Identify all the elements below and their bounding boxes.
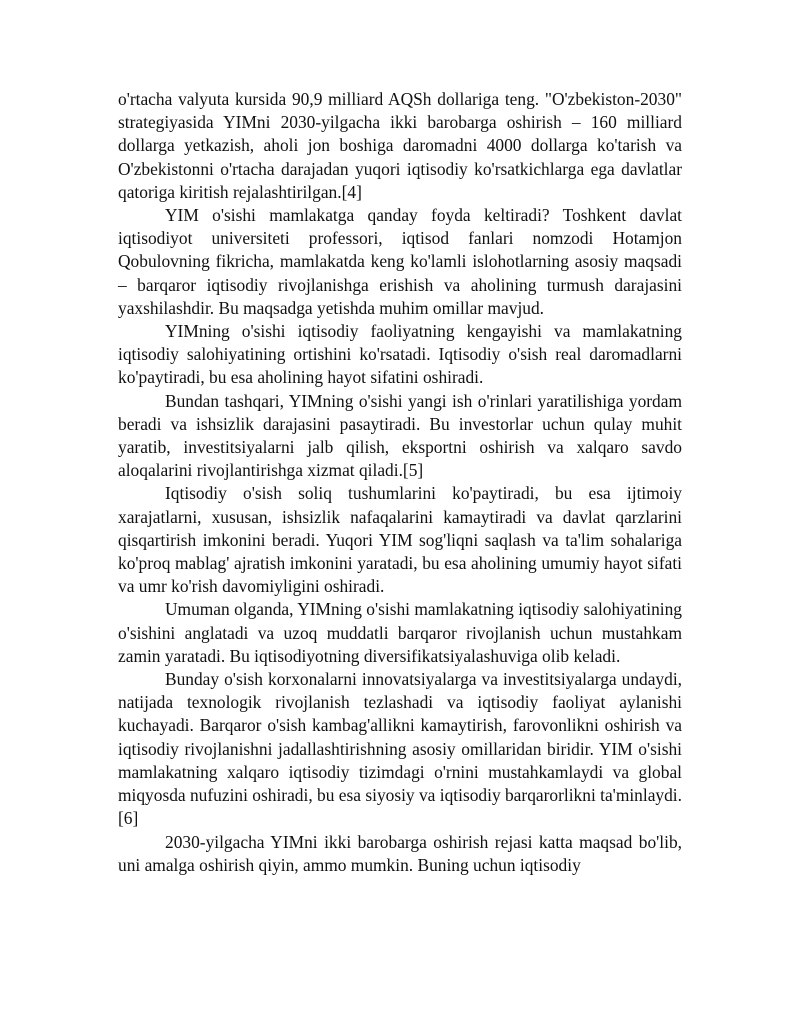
- paragraph: YIMning o'sishi iqtisodiy faoliyatning kengayishi va mamlakatning iqtisodiy salohiyatining ortishini ko'rsatadi. Iqtisodiy o'sish real daromadlarni ko'paytiradi, bu esa aholining hayot sifatini oshiradi.: [118, 321, 682, 388]
- paragraph-continuation: o'rtacha valyuta kursida 90,9 milliard AQSh dollariga teng. "O'zbekiston-2030" strategiyasida YIMni 2030-yilgacha ikki barobarga oshirish – 160 milliard dollarga yetkazish, aholi jon boshiga daromadni 4000 dollarga ko'tarish va O'zbekistonni o'rtacha darajadan yuqori iqtisodiy ko'rsatkichlarga ega davlatlar qatoriga kiritish rejalashtirilgan.[4]: [118, 89, 682, 202]
- paragraph: Bunday o'sish korxonalarni innovatsiyalarga va investitsiyalarga undaydi, natijada texnologik rivojlanish tezlashadi va iqtisodiy faoliyat aylanishi kuchayadi. Barqaror o'sish kambag'allikni kamaytirish, farovonlikni oshirish va iqtisodiy rivojlanishni jadallashtirishning asosiy omillaridan biridir. YIM o'sishi mamlakatning xalqaro iqtisodiy tizimdagi o'rnini mustahkamlaydi va global miqyosda nufuzini oshiradi, bu esa siyosiy va iqtisodiy barqarorlikni ta'minlaydi.[6]: [118, 669, 682, 829]
- paragraph: Umuman olganda, YIMning o'sishi mamlakatning iqtisodiy salohiyatining o'sishini anglatadi va uzoq muddatli barqaror rivojlanish uchun mustahkam zamin yaratadi. Bu iqtisodiyotning diversifikatsiyalashuviga olib keladi.: [118, 599, 682, 666]
- document-body: [118, 88, 682, 877]
- paragraph: Iqtisodiy o'sish soliq tushumlarini ko'paytiradi, bu esa ijtimoiy xarajatlarni, xususan, ishsizlik nafaqalarini kamaytiradi va davlat qarzlarini qisqartirish imkonini beradi. Yuqori YIM sog'liqni saqlash va ta'lim sohalariga ko'proq mablag' ajratish imkonini yaratadi, bu esa aholining umumiy hayot sifati va umr ko'rish davomiyligini oshiradi.: [118, 483, 682, 597]
- paragraph: YIM o'sishi mamlakatga qanday foyda keltiradi? Toshkent davlat iqtisodiyot universiteti professori, iqtisod fanlari nomzodi Hotamjon Qobulovning fikricha, mamlakatda keng ko'lamli islohotlarning asosiy maqsadi – barqaror iqtisodiy rivojlanishga erishish va aholining turmush darajasini yaxshilashdir. Bu maqsadga yetishda muhim omillar mavjud.: [118, 205, 682, 318]
- paragraph: Bundan tashqari, YIMning o'sishi yangi ish o'rinlari yaratilishiga yordam beradi va ishsizlik darajasini pasaytiradi. Bu investorlar uchun qulay muhit yaratib, investitsiyalarni jalb qilish, eksportni oshirish va xalqaro savdo aloqalarini rivojlantirishga xizmat qiladi.[5]: [118, 390, 682, 481]
- paragraph: 2030-yilgacha YIMni ikki barobarga oshirish rejasi katta maqsad bo'lib, uni amalga oshirish qiyin, ammo mumkin. Buning uchun iqtisodiy: [118, 831, 682, 875]
